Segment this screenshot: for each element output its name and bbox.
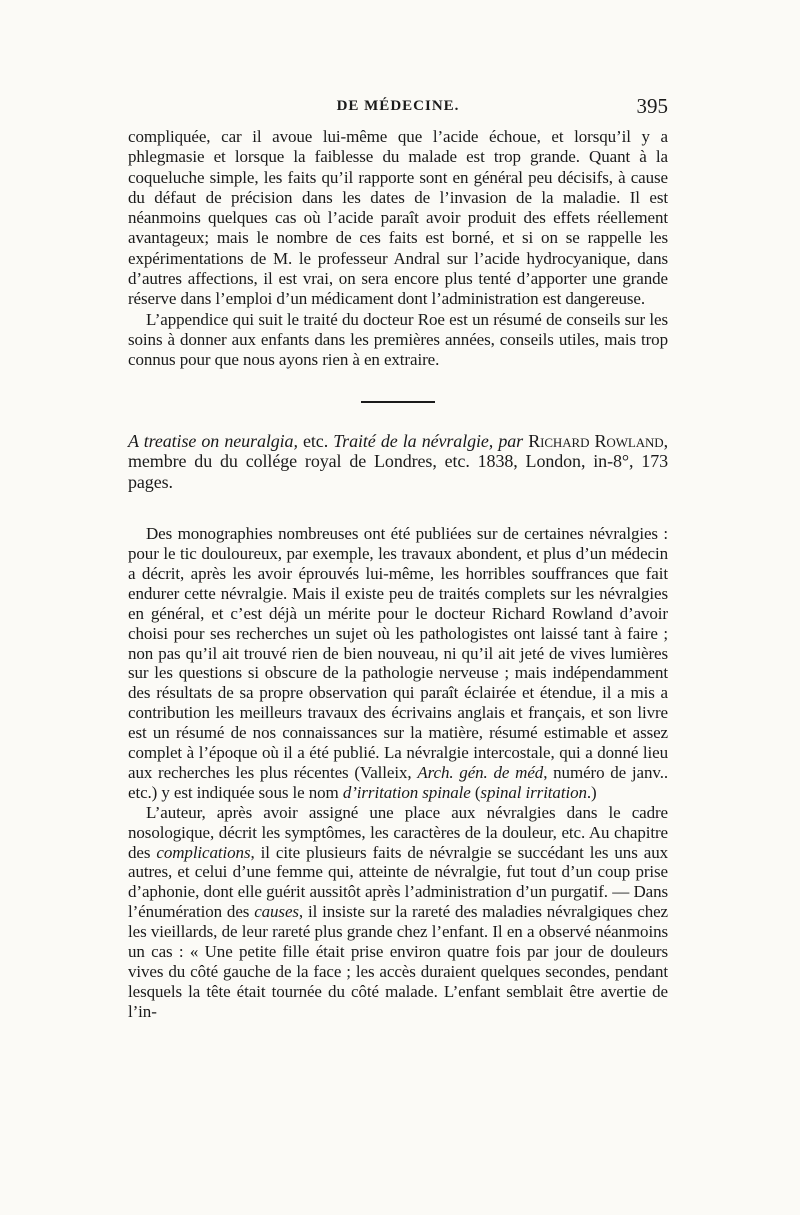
author-name: Richard Rowland	[523, 430, 664, 451]
term-irritation-spinale: d’irritation spinale	[342, 782, 471, 802]
review-heading	[128, 431, 668, 493]
paragraph-continuation: compliquée, car il avoue lui-même que l’acide échoue, et lorsqu’il y a phlegmasie et lorsque la faiblesse du malade est trop grande. Quant à la coqueluche simple, les faits qu’il rapporte sont en général peu décisifs, à cause du défaut de précision dans les dates de l’invasion de la maladie. Il est néanmoins quelques cas où l’acide paraît avoir produit des effets réellement avantageux; mais le nombre de ces faits est borné, et si on se rappelle les expérimentations de M. le professeur Andral sur l’acide hydrocyanique, dans d’autres affections, il est vrai, on sera encore plus tenté d’apporter une grande réserve dans l’emploi d’un médicament dont l’administration est dangereuse.	[128, 127, 668, 309]
page-number: 395	[636, 94, 668, 118]
review-text-run: , il insiste sur la rareté des maladies névralgiques chez les vieillards, de leur rareté plus grande chez l’enfant. Il en a observé néanmoins un cas : « Une petite fille était prise environ quatre fois par jour de douleurs vives du côté gauche de la face ; les accès duraient quelques secondes, pendant lesquels la tête était tournée du côté malade. L’enfant semblait être avertie de l’in-	[128, 902, 669, 1021]
term-causes: causes	[254, 902, 299, 922]
spacer	[128, 492, 668, 524]
review-text-run: , numéro de janv.. etc.) y est indiquée sous le nom	[128, 762, 668, 802]
review-text-run: L’auteur, après avoir assigné une place aux névralgies dans le cadre nosologique, décrit les symptômes, les caractères de la douleur, etc. Au chapitre des	[128, 802, 668, 862]
term-spinal-irritation: spinal irritation	[480, 782, 587, 802]
book-description: , membre du du collége royal de Londres, etc. 1838, London, in-8°, 173 pages.	[128, 430, 668, 492]
english-title: A treatise on neuralgia,	[128, 430, 298, 451]
review-text-run: (	[470, 782, 481, 802]
french-title: Traité de la névralgie, par	[333, 430, 524, 451]
section-divider	[361, 401, 435, 403]
term-complications: complications	[156, 842, 251, 862]
running-title: DE MÉDECINE.	[336, 98, 460, 114]
journal-reference: Arch. gén. de méd	[417, 762, 544, 782]
review-paragraph-1	[128, 524, 668, 803]
review-text-run: Des monographies nombreuses ont été publiées sur de certaines névralgies : pour le tic douloureux, par exemple, les travaux abondent, et plus d’un médecin a décrit, après les avoir éprouvés lui-même, les horribles souffrances que fait endurer cette névralgie. Mais il existe peu de traités complets sur les névralgies en général, et c’est déjà un mérite pour le docteur Richard Rowland d’avoir choisi pour ses recherches un sujet où les pathologistes ont laissé tant à faire ; non pas qu’il ait trouvé rien de bien nouveau, ni qu’il ait jeté de vives lumières sur les questions si obscure de la pathologie nerveuse ; mais indépendamment des résultats de sa propre observation qui paraît éclairée et étendue, il a mis a contribution les meilleurs travaux des écrivains anglais et français, et son livre est un résumé de nos connaissances sur la matière, résumé estimable et assez complet à l’époque où il a été publié. La névralgie intercostale, qui a donné lieu aux recherches les plus récentes (Valleix,	[128, 524, 668, 782]
review-text	[128, 524, 668, 1022]
review-paragraph-2	[128, 803, 668, 1022]
title-etc: etc.	[297, 430, 334, 451]
running-head	[128, 94, 668, 124]
review-text-run: , il cite plusieurs faits de névralgie se succédant les uns aux autres, et celui d’une femme qui, atteinte de névralgie, fut tout d’un coup prise d’aphonie, dont elle guérit aussitôt après l’administration d’un purgatif. — Dans l’énumération des	[128, 842, 668, 922]
page-body	[128, 127, 668, 1022]
review-text-run: .)	[586, 782, 597, 802]
paragraph-appendix: L’appendice qui suit le traité du docteur Roe est un résumé de conseils sur les soins à donner aux enfants dans les premières années, conseils utiles, mais trop connus pour que nous ayons rien à en extraire.	[128, 309, 668, 370]
